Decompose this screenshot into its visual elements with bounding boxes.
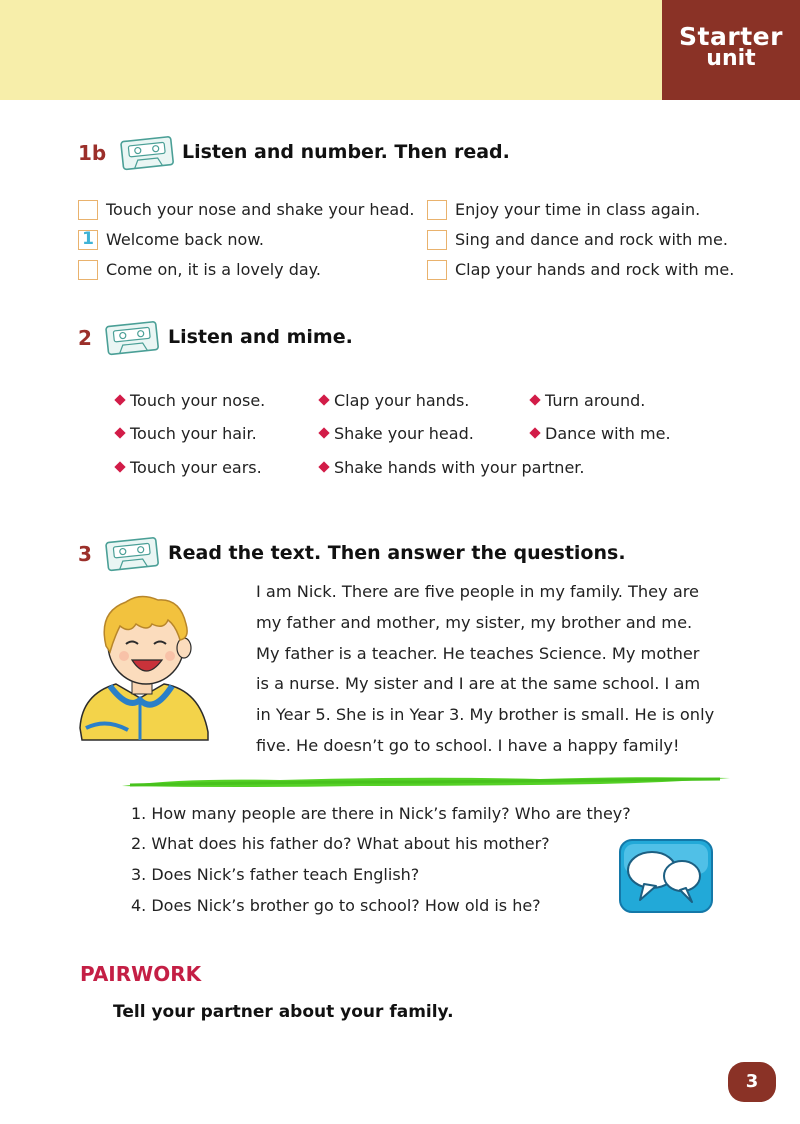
question: 2. What does his father do? What about his mother? xyxy=(131,834,550,853)
mime-text: Touch your nose. xyxy=(130,391,266,410)
section-1b-title: Listen and number. Then read. xyxy=(182,141,510,163)
mime-item xyxy=(320,391,469,410)
mime-item xyxy=(116,458,262,477)
passage-line: My father is a teacher. He teaches Science. My mother xyxy=(256,643,700,663)
header-band xyxy=(0,0,662,100)
passage-line: my father and mother, my sister, my brother and me. xyxy=(256,612,693,632)
cassette-tape-icon xyxy=(104,318,162,356)
song-line: Clap your hands and rock with me. xyxy=(455,260,735,279)
question: 1. How many people are there in Nick’s family? Who are they? xyxy=(131,804,631,823)
mime-item xyxy=(116,391,265,410)
number-box[interactable] xyxy=(78,260,98,280)
mime-item xyxy=(116,424,257,443)
song-line: Welcome back now. xyxy=(106,230,265,249)
section-2-title: Listen and mime. xyxy=(168,326,353,348)
question: 4. Does Nick’s brother go to school? How old is he? xyxy=(131,896,541,915)
unit-tab-line2: unit xyxy=(706,46,756,71)
mime-item xyxy=(320,424,474,443)
reading-passage xyxy=(256,577,716,762)
passage-line: I am Nick. There are five people in my family. They are xyxy=(256,582,700,601)
bullet-icon xyxy=(318,427,329,438)
mime-text: Turn around. xyxy=(545,391,646,410)
mime-item xyxy=(320,458,584,477)
section-3-number: 3 xyxy=(78,542,92,566)
cassette-tape-icon xyxy=(119,133,177,171)
pairwork-instruction: Tell your partner about your family. xyxy=(113,1002,454,1022)
bullet-icon xyxy=(114,461,125,472)
mime-text: Shake hands with your partner. xyxy=(334,458,585,477)
song-line: Enjoy your time in class again. xyxy=(455,200,701,219)
mime-text: Dance with me. xyxy=(545,424,671,443)
unit-tab xyxy=(662,0,800,100)
section-3-title: Read the text. Then answer the questions. xyxy=(168,542,626,564)
bullet-icon xyxy=(318,394,329,405)
speech-bubbles-icon xyxy=(618,838,714,914)
mime-text: Shake your head. xyxy=(334,424,474,443)
bullet-icon xyxy=(114,394,125,405)
mime-item xyxy=(531,424,671,443)
passage-line: is a nurse. My sister and I are at the same school. I am xyxy=(256,674,701,694)
bullet-icon xyxy=(529,427,540,438)
song-line: Sing and dance and rock with me. xyxy=(455,230,728,249)
number-box[interactable] xyxy=(427,200,447,220)
boy-illustration xyxy=(76,590,216,742)
cassette-tape-icon xyxy=(104,534,162,572)
question: 3. Does Nick’s father teach English? xyxy=(131,865,420,884)
number-box[interactable] xyxy=(78,200,98,220)
mime-text: Touch your hair. xyxy=(130,424,257,443)
mime-text: Touch your ears. xyxy=(130,458,262,477)
passage-line: five. He doesn’t go to school. I have a happy family! xyxy=(256,735,680,755)
page-number: 3 xyxy=(728,1062,776,1102)
bullet-icon xyxy=(529,394,540,405)
number-box[interactable] xyxy=(427,230,447,250)
mime-text: Clap your hands. xyxy=(334,391,470,410)
unit-tab-line1: Starter xyxy=(679,22,783,51)
section-1b-number: 1b xyxy=(78,141,107,165)
pairwork-heading: PAIRWORK xyxy=(80,962,202,986)
mime-item xyxy=(531,391,645,410)
section-2-number: 2 xyxy=(78,326,92,350)
number-box[interactable] xyxy=(427,260,447,280)
green-divider xyxy=(120,770,732,792)
bullet-icon xyxy=(318,461,329,472)
song-line: Come on, it is a lovely day. xyxy=(106,260,321,279)
passage-line: in Year 5. She is in Year 3. My brother is small. He is only xyxy=(256,705,715,725)
number-box[interactable]: 1 xyxy=(78,230,98,250)
song-line: Touch your nose and shake your head. xyxy=(106,200,415,219)
bullet-icon xyxy=(114,427,125,438)
